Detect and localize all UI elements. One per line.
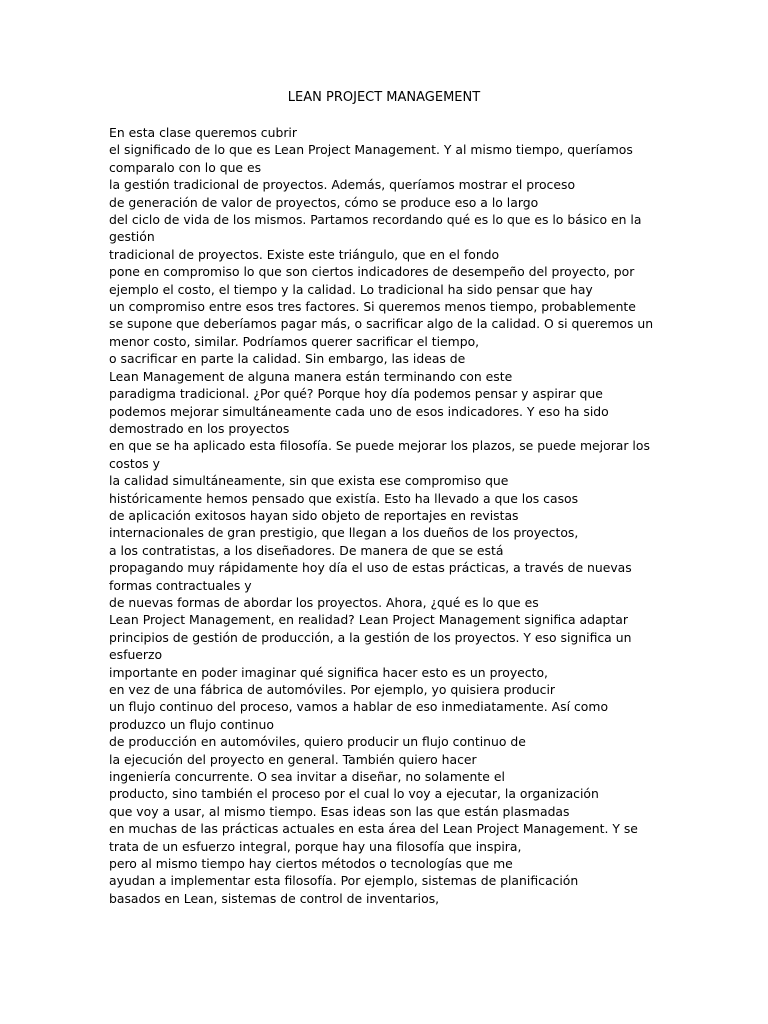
text-line: pero al mismo tiempo hay ciertos métodos o tecnologías que me	[109, 856, 513, 872]
text-line: importante en poder imaginar qué significa hacer esto es un proyecto,	[109, 664, 548, 680]
text-line: Lean Management de alguna manera están terminando con este	[109, 368, 513, 384]
text-line: Lean Project Management, en realidad? Lean Project Management significa adaptar	[109, 612, 628, 628]
text-line: podemos mejorar simultáneamente cada uno de esos indicadores. Y eso ha sido	[109, 403, 609, 419]
document-title: LEAN PROJECT MANAGEMENT	[287, 90, 481, 105]
text-line: trata de un esfuerzo integral, porque hay una filosofía que inspira,	[109, 838, 522, 854]
text-line: que voy a usar, al mismo tiempo. Esas ideas son las que están plasmadas	[109, 803, 570, 819]
text-line: la gestión tradicional de proyectos. Además, queríamos mostrar el proceso	[109, 177, 576, 193]
text-line: ayudan a implementar esta filosofía. Por ejemplo, sistemas de planificación	[109, 873, 579, 889]
text-line: principios de gestión de producción, a la gestión de los proyectos. Y eso significa un esfuerzo	[109, 629, 632, 663]
text-line: un flujo continuo del proceso, vamos a hablar de eso inmediatamente. Así como produzco un flujo continuo	[109, 699, 609, 732]
text-line: en muchas de las prácticas actuales en esta área del Lean Project Management. Y se	[109, 821, 638, 837]
text-line: la calidad simultáneamente, sin que exista ese compromiso que	[109, 473, 509, 489]
text-line: demostrado en los proyectos	[109, 420, 290, 436]
text-line: se supone que deberíamos pagar más, o sacrificar algo de la calidad. O si queremos un	[109, 316, 654, 332]
text-line: de producción en automóviles, quiero producir un flujo continuo de	[109, 734, 526, 750]
text-line: basados en Lean, sistemas de control de inventarios,	[109, 890, 440, 906]
text-line: en vez de una fábrica de automóviles. Por ejemplo, yo quisiera producir	[109, 682, 555, 697]
text-line: de nuevas formas de abordar los proyectos. Ahora, ¿qué es lo que es	[109, 594, 539, 610]
text-line: la ejecución del proyecto en general. También quiero hacer	[109, 751, 477, 767]
text-line: ingeniería concurrente. O sea invitar a diseñar, no solamente el	[109, 769, 505, 785]
document-body	[109, 124, 657, 907]
text-line: a los contratistas, a los diseñadores. De manera de que se está	[109, 542, 504, 558]
text-line: de generación de valor de proyectos, cómo se produce eso a lo largo	[109, 194, 539, 210]
text-line: propagando muy rápidamente hoy día el uso de estas prácticas, a través de nuevas formas contractuales y	[109, 560, 632, 593]
text-line: del ciclo de vida de los mismos. Partamos recordando qué es lo que es lo básico en la gestión	[109, 212, 642, 245]
text-line: en que se ha aplicado esta filosofía. Se puede mejorar los plazos, se puede mejorar los costos y	[109, 438, 650, 471]
text-line: o sacrificar en parte la calidad. Sin embargo, las ideas de	[109, 351, 466, 367]
text-line: ejemplo el costo, el tiempo y la calidad. Lo tradicional ha sido pensar que hay	[109, 281, 593, 297]
text-line: un compromiso entre esos tres factores. Si queremos menos tiempo, probablemente	[109, 299, 636, 315]
text-line: producto, sino también el proceso por el cual lo voy a ejecutar, la organización	[109, 786, 599, 802]
text-line: En esta clase queremos cubrir	[109, 125, 297, 140]
text-line: el significado de lo que es Lean Project Management. Y al mismo tiempo, queríamos comparalo con lo que es	[109, 142, 633, 175]
text-line: paradigma tradicional. ¿Por qué? Porque hoy día podemos pensar y aspirar que	[109, 386, 603, 402]
text-line: internacionales de gran prestigio, que llegan a los dueños de los proyectos,	[109, 525, 579, 541]
text-line: históricamente hemos pensado que existía. Esto ha llevado a que los casos	[109, 490, 579, 506]
text-line: menor costo, similar. Podríamos querer sacrificar el tiempo,	[109, 333, 480, 349]
text-line: tradicional de proyectos. Existe este triángulo, que en el fondo	[109, 246, 500, 262]
text-line: de aplicación exitosos hayan sido objeto de reportajes en revistas	[109, 507, 519, 523]
text-line: pone en compromiso lo que son ciertos indicadores de desempeño del proyecto, por	[109, 264, 635, 280]
